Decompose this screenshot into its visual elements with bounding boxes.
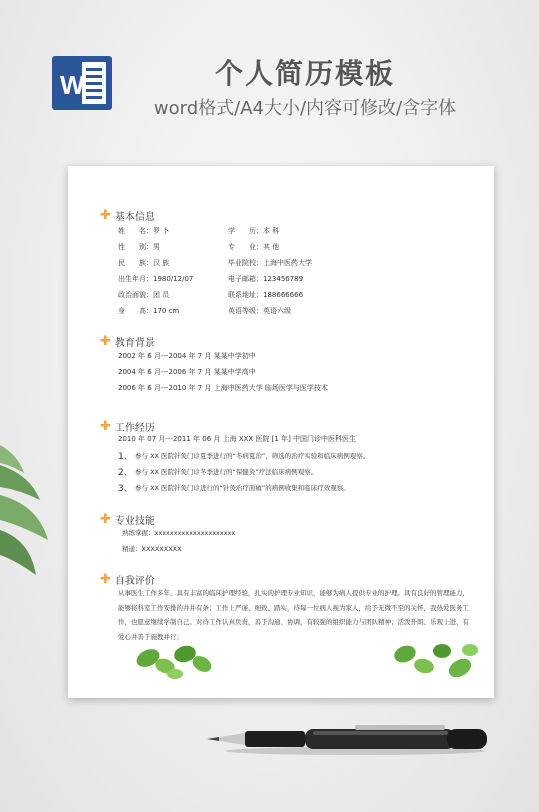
work-item-number: 2、 bbox=[118, 468, 133, 478]
info-right: 专 业：其 他 bbox=[228, 243, 280, 251]
info-right: 电子邮箱：123456789 bbox=[228, 275, 304, 283]
education-item: 2002 年 6 月---2004 年 7 月 某某中学初中 bbox=[118, 352, 256, 360]
banner-title: 个人简历模板 bbox=[214, 57, 395, 90]
info-left: 身 高：170 cm bbox=[118, 307, 180, 315]
section-heading: 专业技能 bbox=[114, 516, 155, 527]
section-self-eval bbox=[100, 572, 155, 587]
info-right: 联系地址：188666666 bbox=[228, 291, 304, 299]
info-right: 学 历：本 科 bbox=[228, 227, 280, 235]
plus-icon: ✚ bbox=[100, 333, 111, 349]
word-icon bbox=[52, 54, 112, 110]
info-left: 出生年月：1980/12/07 bbox=[118, 275, 194, 283]
section-education bbox=[100, 334, 155, 349]
info-left: 性 别：男 bbox=[118, 243, 160, 251]
plant-decoration-right bbox=[390, 636, 480, 684]
info-left: 姓 名：罗 卜 bbox=[118, 227, 170, 235]
info-right: 毕业院校：上海中医药大学 bbox=[228, 259, 312, 267]
plus-icon: ✚ bbox=[100, 418, 111, 434]
education-item: 2004 年 6 月---2006 年 7 月 某某中学高中 bbox=[118, 368, 256, 376]
section-basic bbox=[100, 208, 155, 223]
section-heading: 基本信息 bbox=[114, 212, 155, 223]
plant-decoration-left bbox=[130, 636, 220, 681]
plus-icon: ✚ bbox=[100, 511, 111, 527]
section-heading: 自我评价 bbox=[114, 576, 155, 587]
info-left: 民 族：汉 族 bbox=[118, 259, 170, 267]
education-item: 2006 年 6 月---2010 年 7 月 上海中医药大学 临场医学与医学技术 bbox=[118, 384, 328, 392]
resume-paper bbox=[68, 166, 494, 698]
work-item-text: 参与 XX 医院针灸门诊夏季进行的“冬病夏治”，筛选的治疗实验和临床病例观察。 bbox=[135, 452, 370, 460]
self-eval-text: 从事医生工作多年，具有丰富的临床护理经验，扎实的护理专业知识，能够为病人提供专业的护理。具有良好的管理能力，能够将科室工作安排的井井有条；工作上严谨、细致、踏实，待每一位病人视为家人，给予无微不至的关怀，我热爱医务工作，也愿意继续学制自己。对待工作认真负责，善于沟通、协调，有较强的组织能力与团队精神；活泼开朗、乐观上进、有爱心并善于施教并行； bbox=[118, 589, 469, 641]
pen-decoration bbox=[205, 717, 490, 757]
plus-icon: ✚ bbox=[100, 571, 111, 587]
work-item-number: 1、 bbox=[118, 452, 133, 462]
section-heading: 工作经历 bbox=[114, 423, 155, 434]
work-item-text: 参与 XX 医院针灸门诊冬季进行的“保健灸”疗法临床病例观察。 bbox=[135, 468, 318, 476]
banner-subtitle: word格式/A4大小/内容可修改/含字体 bbox=[153, 98, 457, 119]
section-work bbox=[100, 419, 155, 434]
section-heading: 教育背景 bbox=[114, 338, 155, 349]
skill-item: 熟练掌握：xxxxxxxxxxxxxxxxxxxxx bbox=[122, 529, 236, 537]
info-right: 英语等级：英语六级 bbox=[228, 307, 291, 315]
work-item-number: 3、 bbox=[118, 484, 133, 494]
section-skills bbox=[100, 512, 155, 527]
work-period: 2010 年 07 月---2011 年 06 月 上海 XXX 医院 [1 年] 中国门诊中医科医生 bbox=[118, 435, 357, 443]
work-item-text: 参与 XX 医院针灸门诊进行的“针灸治疗面瘫”的病例收集和临床疗效观察。 bbox=[135, 484, 350, 492]
plus-icon: ✚ bbox=[100, 207, 111, 223]
leaf-decoration-left bbox=[0, 445, 52, 595]
info-left: 政治面貌：团 员 bbox=[118, 291, 170, 299]
word-icon-letter: W bbox=[60, 70, 85, 100]
skill-item: 精通：XXXXXXXXX bbox=[122, 545, 182, 553]
